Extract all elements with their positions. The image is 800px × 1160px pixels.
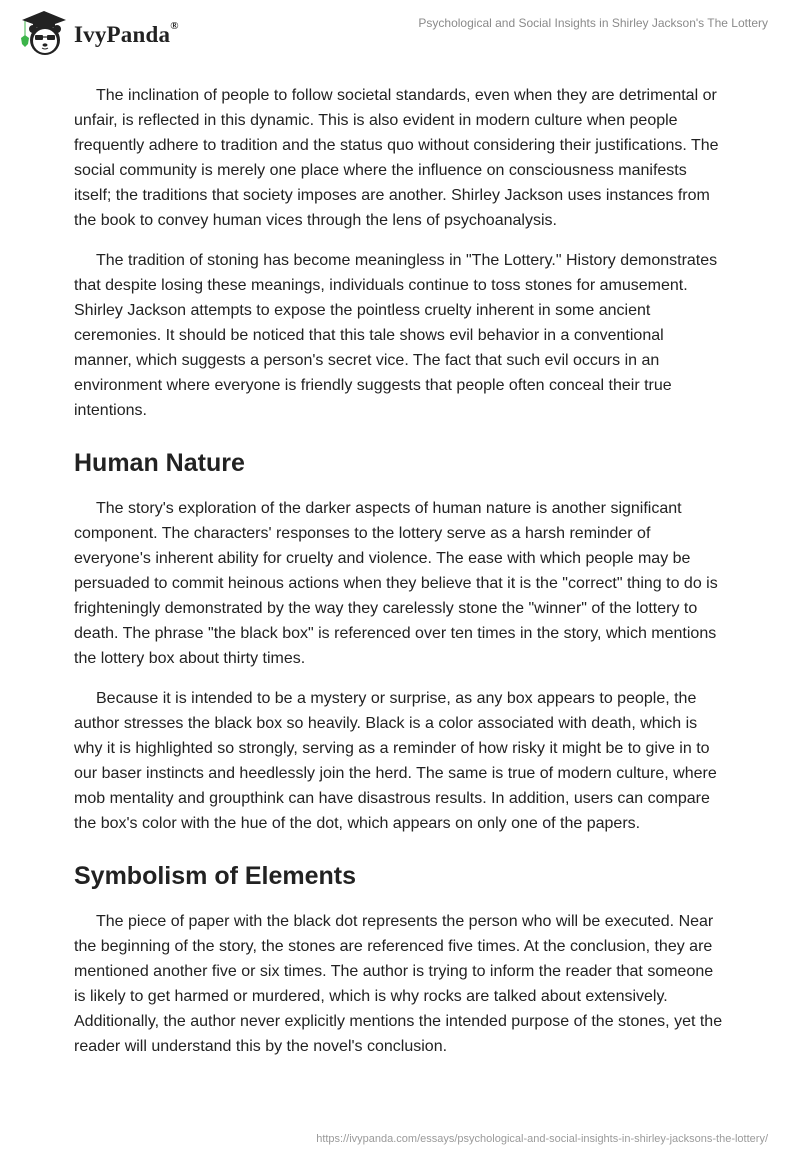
section-heading: Symbolism of Elements (74, 862, 357, 890)
document-title: Psychological and Social Insights in Shirley Jackson's The Lottery (418, 16, 768, 30)
paragraph: The tradition of stoning has become meaningless in "The Lottery." History demonstrates that despite losing these meanings, individuals continue to toss stones for amusement. Shirley Jackson attempts to expose the pointless cruelty inherent in some ancient ceremonies. It should be noticed that this tale shows evil behavior in a conventional manner, which suggests a person's secret vice. The fact that such evil occurs in an environment where everyone is friendly suggests that people often conceal their true intentions. (74, 252, 718, 419)
paragraph: The piece of paper with the black dot represents the person who will be executed. Near the beginning of the story, the stones are referenced five times. At the conclusion, they are mentioned another five or six times. The author is trying to inform the reader that someone is likely to get harmed or murdered, which is why rocks are talked about extensively. Additionally, the author never explicitly mentions the intended purpose of the stones, yet the reader will understand this by the novel's conclusion. (74, 913, 723, 1055)
article-body (74, 83, 724, 1074)
paragraph: The story's exploration of the darker aspects of human nature is another significant component. The characters' responses to the lottery serve as a harsh reminder of everyone's inherent ability for cruelty and violence. The ease with which people may be persuaded to commit heinous actions when they believe that it is the "correct" thing to do is frighteningly demonstrated by the way they carelessly stone the "winner" of the lottery to death. The phrase "the black box" is referenced over ten times in the story, which mentions the lottery box about thirty times. (74, 500, 718, 667)
panda-graduate-icon (16, 8, 72, 58)
logo-text: IvyPanda® (74, 20, 179, 47)
page-header (0, 0, 800, 60)
paragraph: Because it is intended to be a mystery or surprise, as any box appears to people, the author stresses the black box so heavily. Black is a color associated with death, which is why it is highlighted so strongly, serving as a reminder of how risky it might be to give in to our baser instincts and heedlessly join the herd. The same is true of modern culture, where mob mentality and groupthink can have disastrous results. In addition, users can compare the box's color with the hue of the dot, which appears on only one of the papers. (74, 690, 717, 832)
section-heading: Human Nature (74, 449, 245, 477)
ivypanda-logo[interactable] (16, 8, 179, 58)
paragraph: The inclination of people to follow societal standards, even when they are detrimental or unfair, is reflected in this dynamic. This is also evident in modern culture when people frequently adhere to tradition and the status quo without considering their justifications. The social community is merely one place where the influence on consciousness manifests itself; the traditions that society imposes are another. Shirley Jackson uses instances from the book to convey human vices through the lens of psychoanalysis. (74, 87, 719, 229)
source-url[interactable]: https://ivypanda.com/essays/psychological-and-social-insights-in-shirley-jacksons-the-lottery/ (316, 1133, 768, 1145)
